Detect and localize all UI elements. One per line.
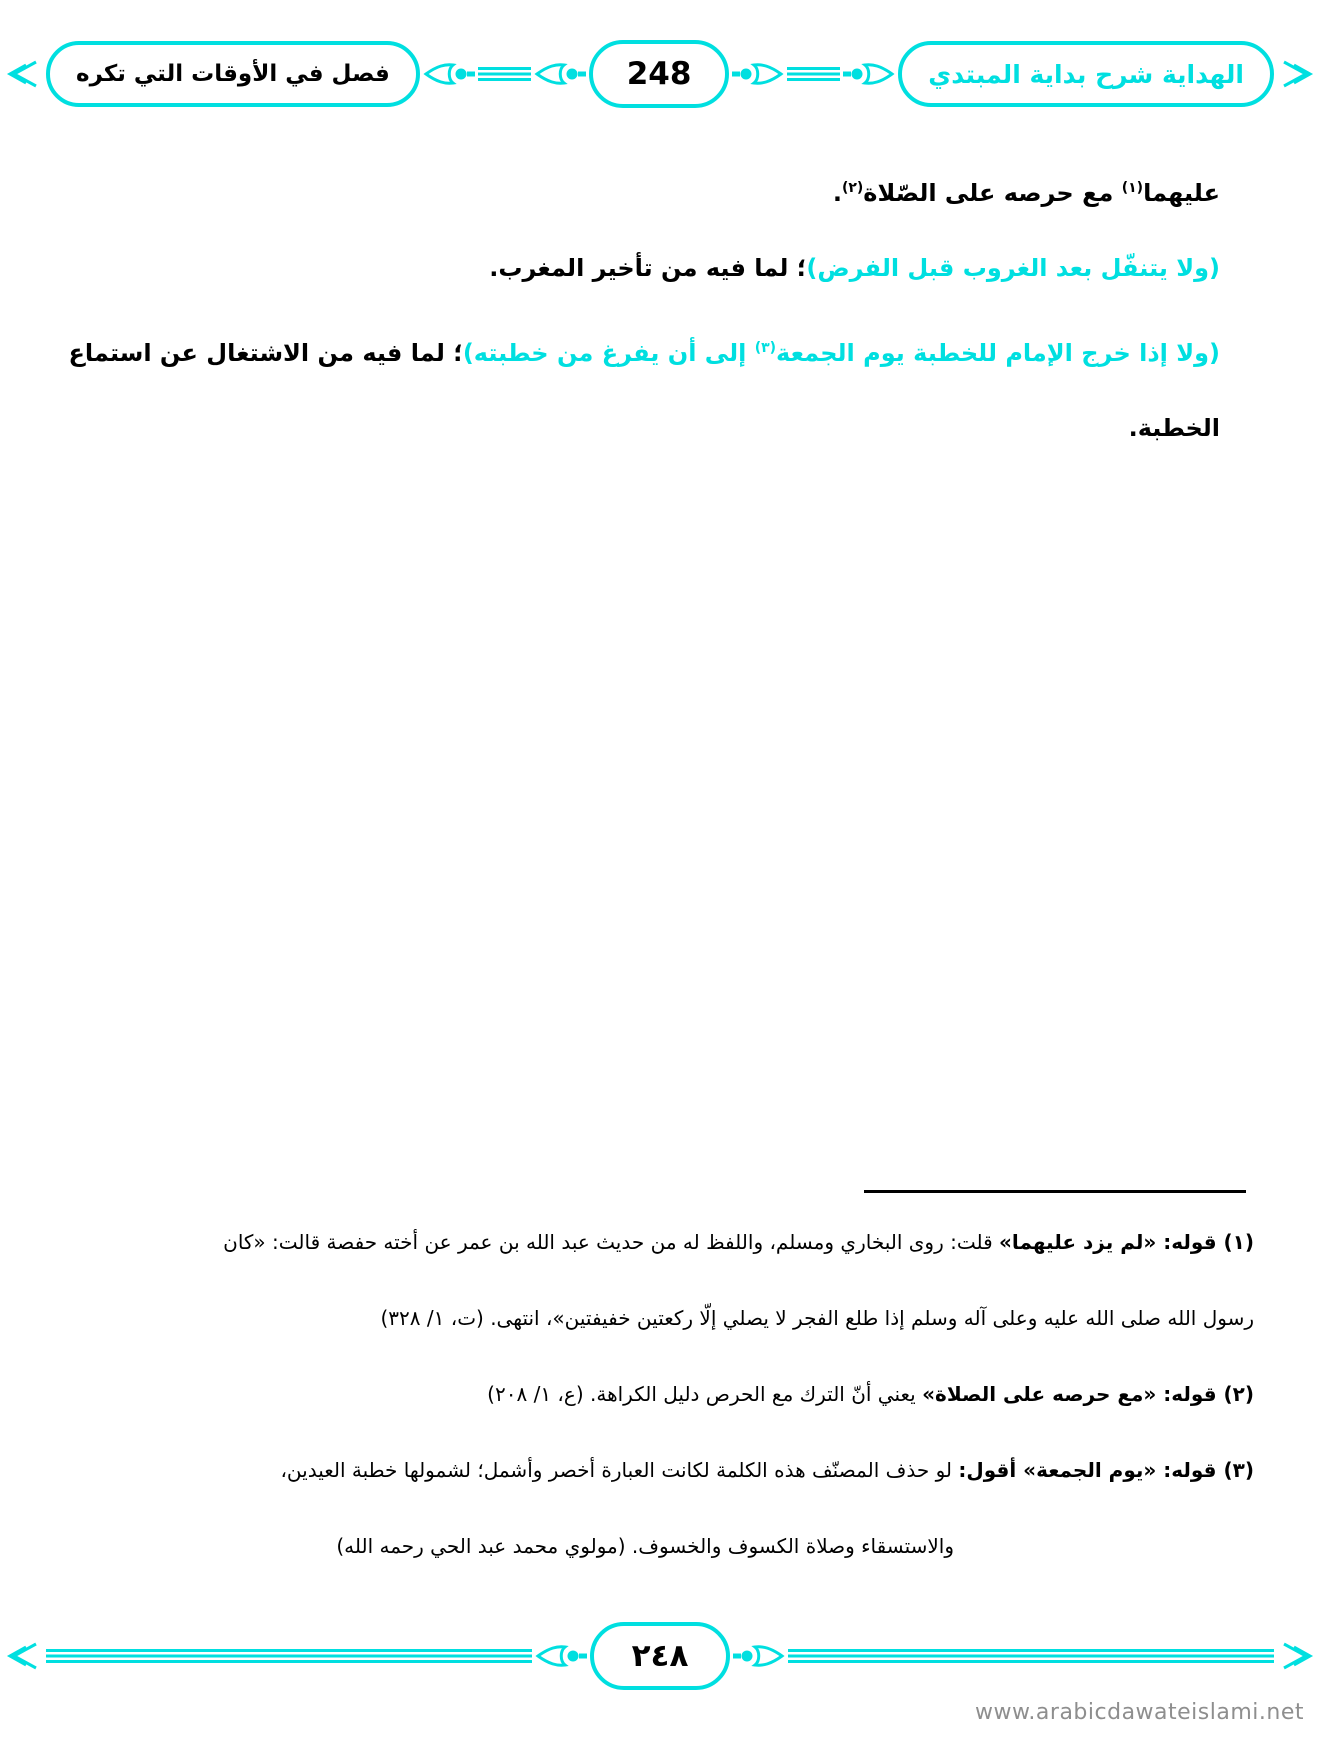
- footnote-text-segment: رسول الله صلى الله عليه وعلى آله وسلم إذا طلع الفجر لا يصلي إلّا ركعتين خفيفتين»، انتهى. (ت، ١/ ٣٢٨): [380, 1306, 1254, 1330]
- body-text-segment: ؛ لما فيه من الاشتغال عن استماع: [68, 339, 463, 367]
- footer-band: [0, 1620, 1320, 1692]
- edge-chevron-icon: [1280, 59, 1314, 89]
- main-text: [62, 148, 1220, 468]
- spear-ornament-icon: [534, 59, 586, 89]
- footnote-ref: (٢): [841, 180, 864, 196]
- header-page-number: 248: [626, 56, 692, 92]
- body-line: [62, 388, 1220, 468]
- decorative-triple-line: [46, 1649, 532, 1663]
- body-text-segment: .: [832, 179, 842, 207]
- spear-ornament-icon: [843, 59, 895, 89]
- footnote-line: [62, 1204, 1254, 1280]
- website-url: www.arabicdawateislami.net: [974, 1700, 1304, 1725]
- footnote-text-segment: يعني أنّ الترك مع الحرص دليل الكراهة. (ع، ١/ ٢٠٨): [487, 1382, 923, 1406]
- body-line: [62, 228, 1220, 308]
- footnote-ref: (٣): [754, 340, 777, 356]
- footnote-line: [62, 1508, 954, 1584]
- decorative-triple-line: [787, 67, 840, 81]
- spear-ornament-icon: [423, 59, 475, 89]
- body-line: [62, 308, 1220, 388]
- body-text-segment-highlighted: (ولا يتنفّل بعد الغروب قبل الفرض): [806, 254, 1220, 282]
- footnote-line: [62, 1356, 1254, 1432]
- footnote-text-segment: لو حذف المصنّف هذه الكلمة لكانت العبارة أخصر وأشمل؛ لشمولها خطبة العيدين،: [280, 1458, 959, 1482]
- header-section-title-badge: [46, 41, 420, 107]
- body-text-segment: ؛ لما فيه من تأخير المغرب.: [489, 254, 807, 282]
- footnote-lemma: (١) قوله: «لم يزد عليهما»: [999, 1230, 1254, 1254]
- decorative-triple-line: [478, 67, 531, 81]
- footnote-lemma: (٣) قوله: «يوم الجمعة» أقول:: [958, 1458, 1254, 1482]
- spear-ornament-icon: [535, 1641, 587, 1671]
- footnote-separator: [864, 1190, 1246, 1193]
- footnote-line: [62, 1432, 1254, 1508]
- edge-chevron-icon: [6, 59, 40, 89]
- book-title: الهداية شرح بداية المبتدي: [928, 59, 1244, 89]
- header-page-number-badge: [589, 40, 729, 108]
- footnote-line: [62, 1280, 1254, 1356]
- footnote-text-segment: قلت: روى البخاري ومسلم، واللفظ له من حديث عبد الله بن عمر عن أخته حفصة قالت: «كان: [223, 1230, 1000, 1254]
- body-text-segment: عليهما: [1143, 179, 1220, 207]
- decorative-triple-line: [788, 1649, 1274, 1663]
- footnotes-block: [62, 1204, 1254, 1584]
- header-band: [0, 34, 1320, 114]
- edge-chevron-icon: [6, 1641, 40, 1671]
- body-text-segment-highlighted: (ولا إذا خرج الإمام للخطبة يوم الجمعة: [776, 339, 1220, 367]
- body-text-segment: الخطبة.: [1128, 414, 1220, 442]
- footer-page-number: ٢٤٨: [631, 1638, 689, 1674]
- footnote-ref: (١): [1121, 180, 1144, 196]
- header-section-title: فصل في الأوقات التي تكره: [76, 61, 390, 87]
- edge-chevron-icon: [1280, 1641, 1314, 1671]
- spear-ornament-icon: [733, 1641, 785, 1671]
- body-line: [62, 148, 1220, 228]
- spear-ornament-icon: [732, 59, 784, 89]
- footer-page-number-badge: [590, 1622, 730, 1690]
- body-text-segment: مع حرصه على الصّلاة: [863, 179, 1122, 207]
- footnote-text-segment: والاستسقاء وصلاة الكسوف والخسوف. (مولوي محمد عبد الحي رحمه الله): [336, 1534, 954, 1558]
- footnote-lemma: (٢) قوله: «مع حرصه على الصلاة»: [922, 1382, 1254, 1406]
- book-title-badge: [898, 41, 1274, 107]
- body-text-segment-highlighted: إلى أن يفرغ من خطبته): [462, 339, 755, 367]
